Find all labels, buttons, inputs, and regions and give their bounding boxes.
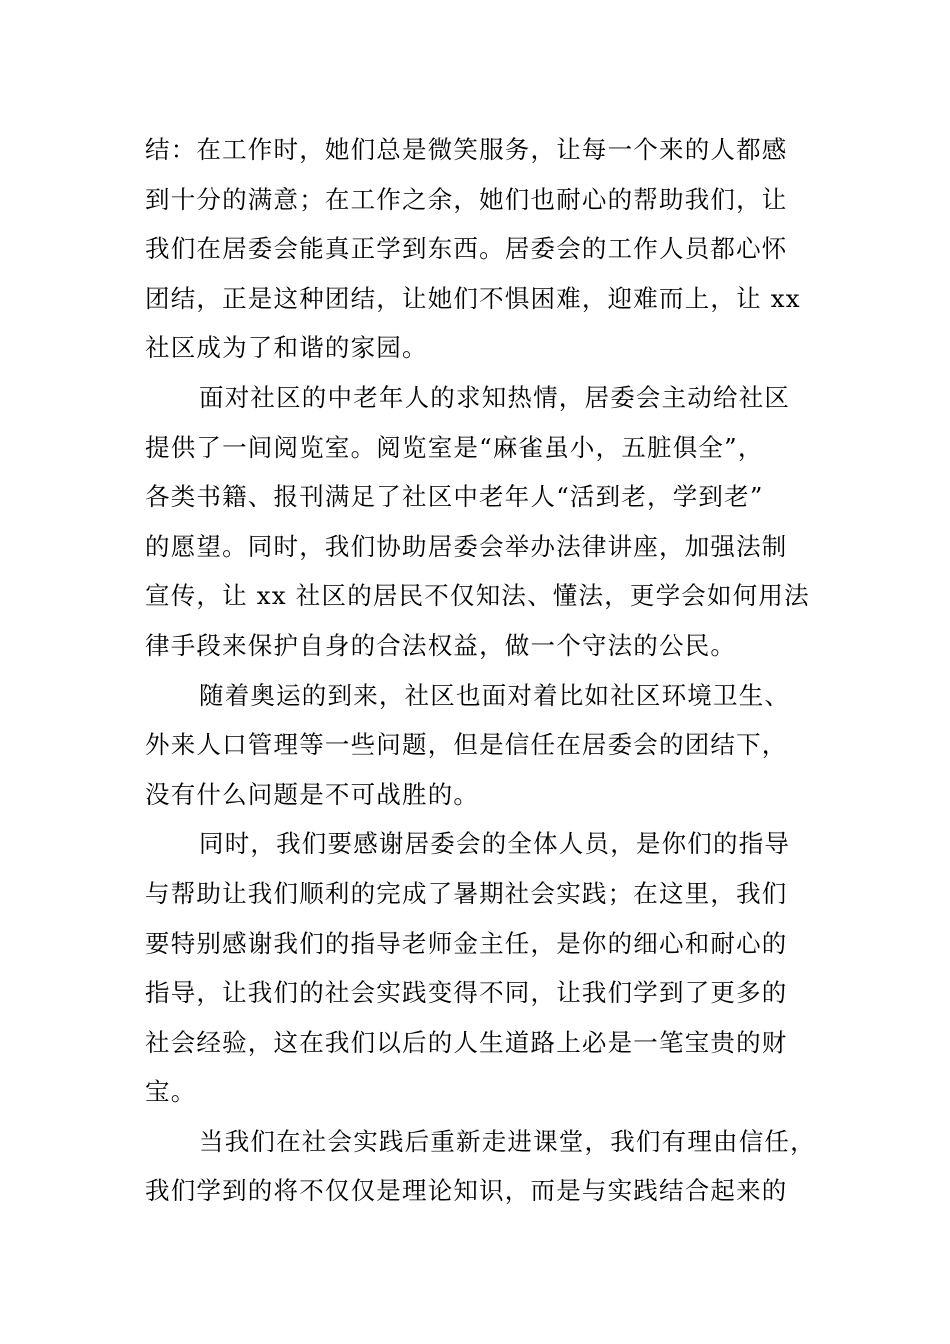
text-line: 结：在工作时，她们总是微笑服务，让每一个来的人都感 xyxy=(145,135,788,164)
text-line: 与帮助让我们顺利的完成了暑期社会实践；在这里，我们 xyxy=(145,878,788,908)
text-line: 指导，让我们的社会实践变得不同，让我们学到了更多的 xyxy=(145,978,788,1008)
text-line: 宣传，让 xx 社区的居民不仅知法、懂法，更学会如何用法 xyxy=(145,581,810,611)
text-line: 的愿望。同时，我们协助居委会举办法律讲座，加强法制 xyxy=(145,531,788,561)
text-line: 律手段来保护自身的合法权益，做一个守法的公民。 xyxy=(145,630,737,660)
body-text xyxy=(145,125,825,1216)
text-line: 我们学到的将不仅仅是理论知识，而是与实践结合起来的 xyxy=(145,1176,788,1206)
text-line: 随着奥运的到来，社区也面对着比如社区环境卫生、 xyxy=(199,680,791,710)
paragraph xyxy=(145,671,825,820)
text-line: 团结，正是这种团结，让她们不惧困难，迎难而上，让 xx xyxy=(145,283,801,313)
text-line: 面对社区的中老年人的求知热情，居委会主动给社区 xyxy=(199,382,791,412)
text-line: 到十分的满意；在工作之余，她们也耐心的帮助我们，让 xyxy=(145,184,788,214)
text-line: 没有什么问题是不可战胜的。 xyxy=(145,779,480,809)
text-line: 同时，我们要感谢居委会的全体人员，是你们的指导 xyxy=(199,829,791,859)
text-line: 提供了一间阅览室。阅览室是“麻雀虽小，五脏俱全”， xyxy=(145,432,764,462)
paragraph xyxy=(145,819,825,1117)
paragraph xyxy=(145,1117,825,1216)
text-line: 当我们在社会实践后重新走进课堂，我们有理由信任， xyxy=(199,1126,816,1156)
text-line: 外来人口管理等一些问题，但是信任在居委会的团结下， xyxy=(145,730,788,760)
text-line: 社区成为了和谐的家园。 xyxy=(145,333,428,363)
paragraph xyxy=(145,373,825,671)
text-line: 社会经验，这在我们以后的人生道路上必是一笔宝贵的财 xyxy=(145,1027,788,1057)
text-line: 我们在居委会能真正学到东西。居委会的工作人员都心怀 xyxy=(145,234,788,264)
paragraph xyxy=(145,125,825,373)
text-line: 宝。 xyxy=(145,1077,197,1107)
text-line: 要特别感谢我们的指导老师金主任，是你的细心和耐心的 xyxy=(145,928,788,958)
text-line: 各类书籍、报刊满足了社区中老年人“活到老，学到老” xyxy=(145,482,764,512)
